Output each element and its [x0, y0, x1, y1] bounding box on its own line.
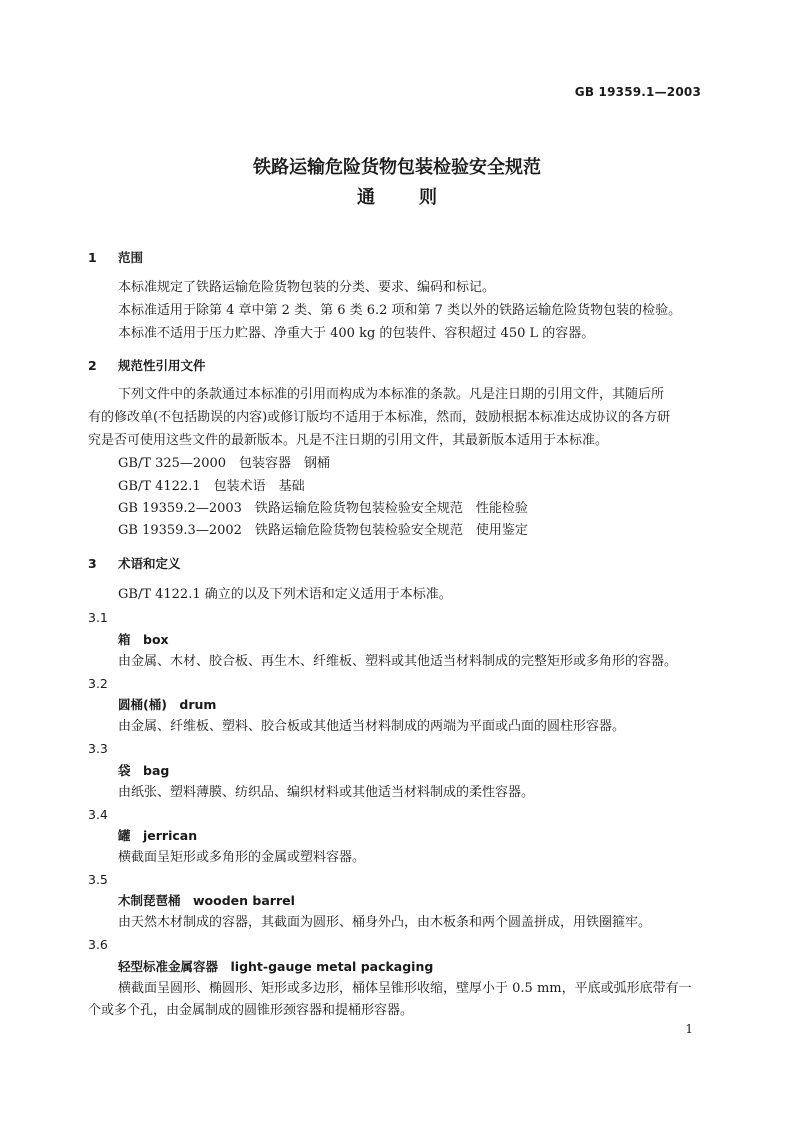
term-definition-continued: 个或多个孔，由金属制成的圆锥形颈容器和提桶形容器。: [88, 1003, 414, 1018]
term-definition: 由天然木材制成的容器，其截面为圆形、桶身外凸，由木板条和两个圆盖拼成，用铁圈箍牢。: [118, 915, 652, 930]
term-definition: 由金属、纤维板、塑料、胶合板或其他适当材料制成的两端为平面或凸面的圆柱形容器。: [118, 719, 626, 734]
document-subtitle: 通则: [357, 187, 481, 208]
clause-number: 3.5: [88, 872, 108, 887]
section-title: 规范性引用文件: [118, 358, 206, 373]
reference-item: GB/T 325—2000 包装容器 钢桶: [118, 456, 331, 471]
reference-item: GB/T 4122.1 包装术语 基础: [118, 479, 305, 494]
reference-item: GB 19359.3—2002 铁路运输危险货物包装检验安全规范 使用鉴定: [118, 523, 528, 538]
clause-number: 3.6: [88, 937, 108, 952]
paragraph: 下列文件中的条款通过本标准的引用而构成为本标准的条款。凡是注日期的引用文件，其随后所: [118, 387, 665, 402]
section-1-heading: [88, 249, 143, 267]
clause-number: 3.2: [88, 676, 108, 691]
paragraph: GB/T 4122.1 确立的以及下列术语和定义适用于本标准。: [118, 587, 452, 602]
paragraph: 有的修改单(不包括勘误的内容)或修订版均不适用于本标准，然而，鼓励根据本标准达成协议的各方研: [88, 410, 671, 425]
section-2-heading: [88, 357, 206, 375]
term-definition: 横截面呈圆形、椭圆形、矩形或多边形，桶体呈锥形收缩，壁厚小于 0.5 mm，平底或弧形底带有一: [118, 981, 692, 996]
section-title: 术语和定义: [118, 556, 181, 571]
paragraph: 究是否可使用这些文件的最新版本。凡是不注日期的引用文件，其最新版本适用于本标准。: [88, 433, 609, 448]
term-name: 罐 jerrican: [118, 828, 198, 843]
clause-number: 3.1: [88, 610, 108, 625]
page-number: 1: [685, 1022, 693, 1036]
document-title: 铁路运输危险货物包装检验安全规范: [253, 157, 541, 178]
section-number: 3: [88, 556, 97, 571]
paragraph: 本标准适用于除第 4 章中第 2 类、第 6 类 6.2 项和第 7 类以外的铁路运输危险货物包装的检验。: [118, 303, 682, 318]
term-definition: 横截面呈矩形或多角形的金属或塑料容器。: [118, 850, 366, 865]
term-definition: 由金属、木材、胶合板、再生木、纤维板、塑料或其他适当材料制成的完整矩形或多角形的容器。: [118, 654, 678, 669]
term-name: 圆桶(桶) drum: [118, 697, 217, 712]
term-definition: 由纸张、塑料薄膜、纺织品、编织材料或其他适当材料制成的柔性容器。: [118, 785, 535, 800]
standard-code: GB 19359.1—2003: [574, 85, 701, 99]
clause-number: 3.3: [88, 741, 108, 756]
term-name: 木制琵琶桶 wooden barrel: [118, 893, 295, 908]
clause-number: 3.4: [88, 807, 108, 822]
term-name: 箱 box: [118, 632, 169, 647]
section-title: 范围: [118, 250, 144, 265]
term-name: 轻型标准金属容器 light-gauge metal packaging: [118, 959, 434, 974]
paragraph: 本标准不适用于压力贮器、净重大于 400 kg 的包装件、容积超过 450 L 的容器。: [118, 326, 595, 341]
section-3-heading: [88, 555, 181, 573]
paragraph: 本标准规定了铁路运输危险货物包装的分类、要求、编码和标记。: [118, 280, 496, 295]
section-number: 2: [88, 358, 97, 373]
term-name: 袋 bag: [118, 763, 170, 778]
section-number: 1: [88, 250, 97, 265]
reference-item: GB 19359.2—2003 铁路运输危险货物包装检验安全规范 性能检验: [118, 501, 528, 516]
